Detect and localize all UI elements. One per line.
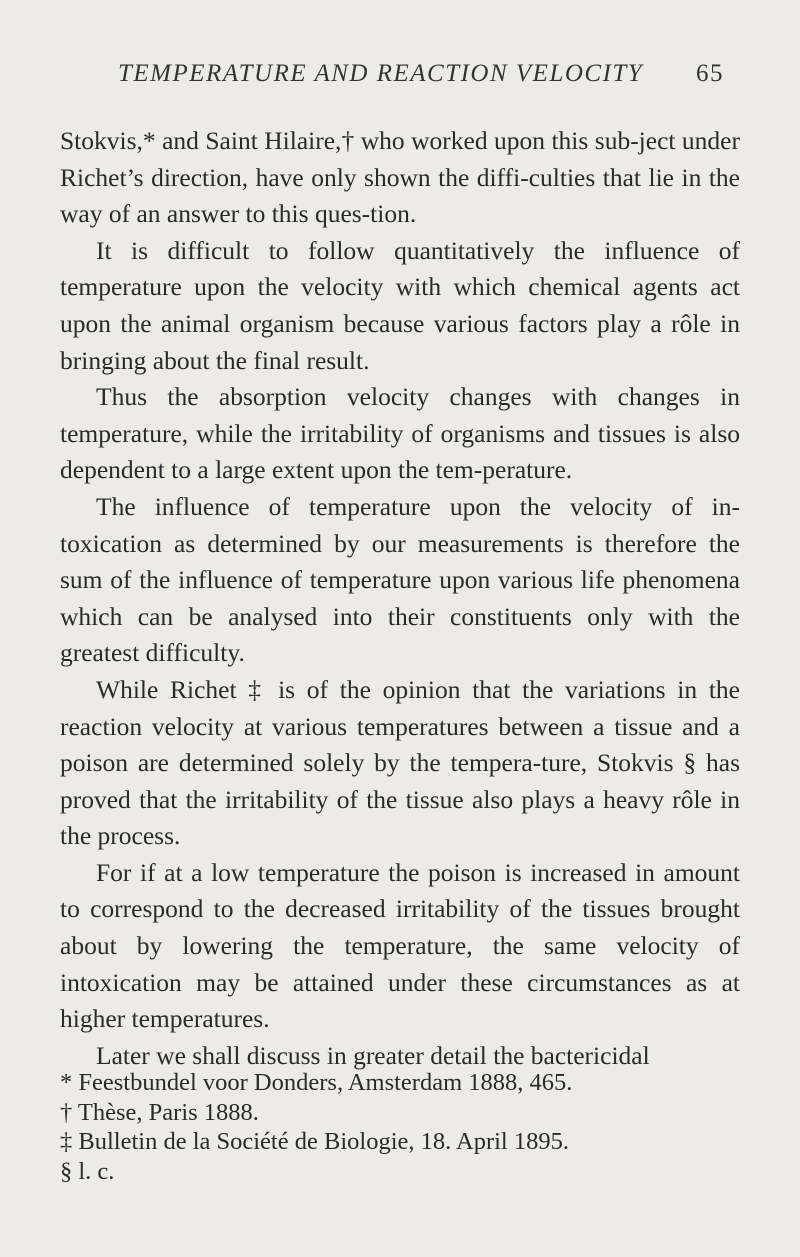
page-number: 65: [696, 60, 724, 87]
paragraph-absorption: Thus the absorption velocity changes with changes in temperature, while the irritability of organisms and tissues is also dependent to a large extent upon the tem-perature.: [60, 382, 740, 485]
paragraph-intoxication: The influence of temperature upon the velocity of in-toxication as determined by our measurements is therefore the sum of the influence of temperature upon various life phenomena which can be analysed into their constituents only with the greatest difficulty.: [60, 491, 740, 668]
paragraph-bactericidal: Later we shall discuss in greater detail the bactericidal: [96, 1040, 650, 1070]
running-head-title: TEMPERATURE AND REACTION VELOCITY: [118, 60, 644, 87]
footnote: § l. c.: [60, 1157, 115, 1185]
footnote: ‡ Bulletin de la Société de Biologie, 18. April 1895.: [60, 1128, 569, 1155]
paragraph-low-temperature: For if at a low temperature the poison is increased in amount to correspond to the decreased irritability of the tissues brought about by lowering the temperature, the same velocity of intoxication may be attained under these circumstances as at higher temperatures.: [60, 857, 740, 1034]
footnotes: [60, 1068, 740, 1186]
paragraph-difficulty: It is difficult to follow quantitatively the influence of temperature upon the velocity with which chemical agents act upon the animal organism because various factors play a rôle in bringing about the final result.: [60, 235, 740, 375]
body-text: [60, 123, 740, 1074]
running-head: [118, 60, 738, 88]
paragraph-stokvis-hilaire: Stokvis,* and Saint Hilaire,† who worked upon this sub-ject under Richet’s direction, have only shown the diffi-culties that lie in the way of an answer to this ques-tion.: [60, 126, 740, 229]
paragraph-richet-opinion: While Richet ‡ is of the opinion that the variations in the reaction velocity at various temperatures between a tissue and a poison are determined solely by the tempera-ture, Stokvis § has proved that the irritability of the tissue also plays a heavy rôle in the process.: [60, 674, 740, 851]
footnote: * Feestbundel voor Donders, Amsterdam 1888, 465.: [60, 1069, 573, 1096]
footnote: † Thèse, Paris 1888.: [60, 1098, 259, 1126]
